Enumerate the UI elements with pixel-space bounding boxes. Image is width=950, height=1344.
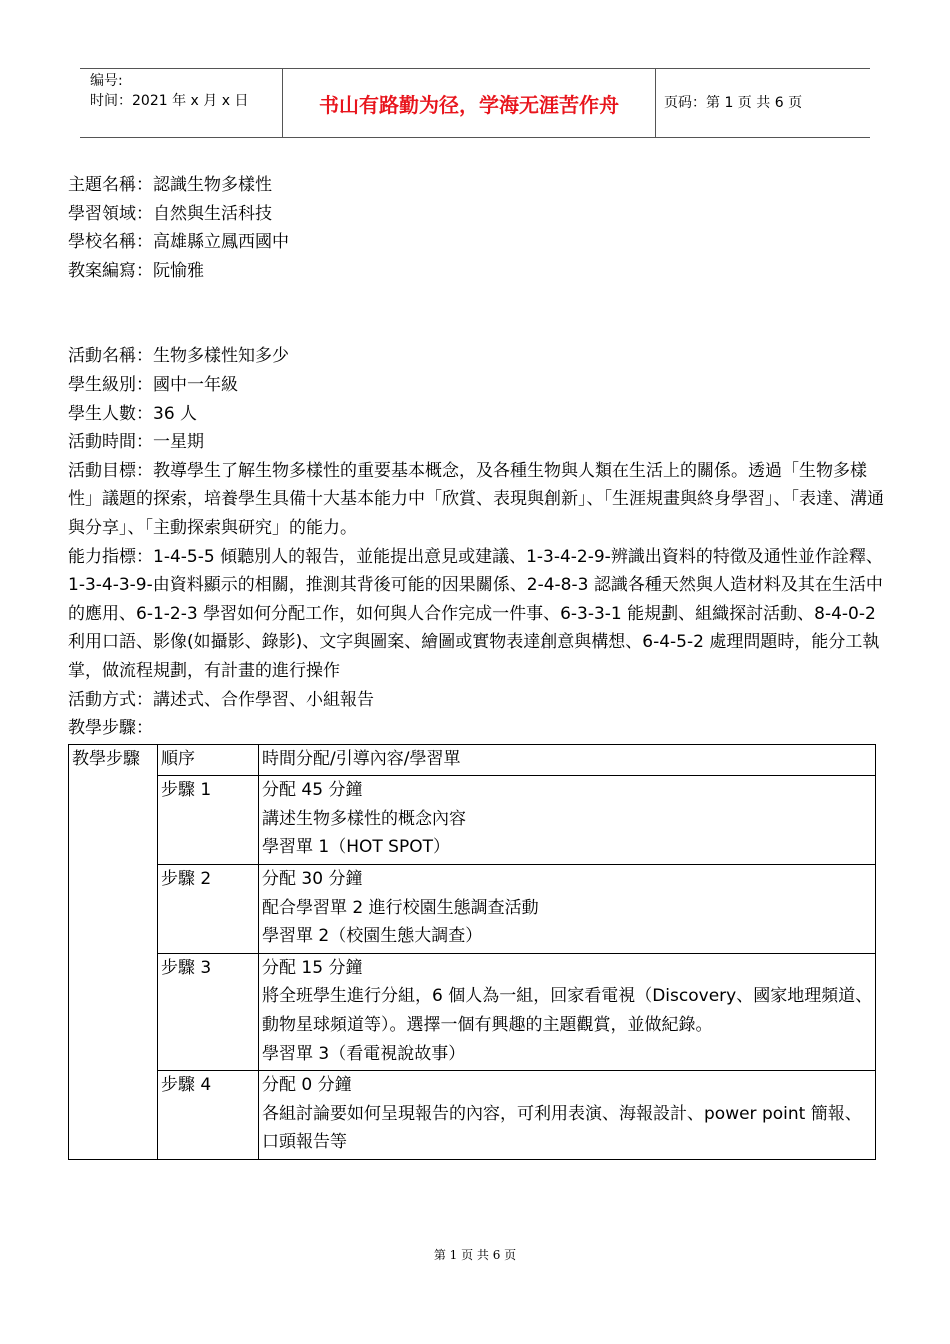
step-time: 分配 15 分鐘 — [262, 957, 363, 978]
doc-number-label: 编号: — [90, 73, 123, 89]
header-left — [90, 71, 280, 111]
theme-name: 主題名稱：認識生物多樣性 — [68, 175, 272, 195]
teaching-steps-table — [68, 744, 876, 1160]
step-time: 分配 45 分鐘 — [262, 780, 363, 801]
table-header-content: 時間分配/引導內容/學習單 — [259, 744, 876, 776]
page-header — [80, 68, 870, 138]
step-time: 分配 0 分鐘 — [262, 1075, 352, 1096]
table-row — [69, 1071, 876, 1160]
step-label: 步驟 2 — [158, 865, 259, 954]
doc-date-label: 时间：2021 年 x 月 x 日 — [90, 93, 249, 109]
activity-name: 活動名稱：生物多樣性知多少 — [68, 346, 289, 367]
document-body — [68, 171, 888, 1160]
step-description: 講述生物多樣性的概念內容 — [262, 808, 466, 829]
step-time: 分配 30 分鐘 — [262, 869, 363, 890]
step-description: 各組討論要如何呈現報告的內容，可利用表演、海報設計、power point 簡報、口頭報告等 — [262, 1103, 862, 1153]
step-content — [259, 1071, 876, 1160]
step-worksheet: 學習單 2（校園生態大調查） — [262, 926, 483, 947]
activity-goal: 活動目標：教導學生了解生物多樣性的重要基本概念，及各種生物與人類在生活上的關係。透過「生物多樣性」議題的探索，培養學生具備十大基本能力中「欣賞、表現與創新」、「生涯規畫與終身學習」、「表達、溝通與分享」、「主動探索與研究」的能力。 — [68, 460, 884, 538]
activity-method: 活動方式：講述式、合作學習、小組報告 — [68, 689, 374, 710]
step-label: 步驟 4 — [158, 1071, 259, 1160]
page-footer: 第 1 页 共 6 页 — [433, 1248, 517, 1262]
step-content — [259, 865, 876, 954]
learning-domain: 學習領域：自然與生活科技 — [68, 203, 272, 224]
step-label: 步驟 1 — [158, 776, 259, 865]
table-row — [69, 776, 876, 865]
teaching-steps-label: 教學步驟： — [68, 718, 153, 739]
section-spacer — [68, 285, 888, 342]
lesson-author: 教案編寫：阮愉雅 — [68, 260, 204, 281]
student-count: 學生人數：36 人 — [68, 403, 198, 424]
header-motto: 书山有路勤为径，学海无涯苦作舟 — [282, 69, 656, 137]
school-name: 學校名稱：高雄縣立鳳西國中 — [68, 232, 289, 253]
activity-time: 活動時間：一星期 — [68, 432, 204, 453]
table-row — [69, 865, 876, 954]
table-header-steps: 教學步驟 — [69, 744, 158, 1159]
student-level: 學生級別：國中一年級 — [68, 374, 238, 395]
table-header-row — [69, 744, 876, 776]
step-description: 配合學習單 2 進行校園生態調查活動 — [262, 897, 539, 918]
step-content — [259, 776, 876, 865]
table-row — [69, 953, 876, 1070]
step-worksheet: 學習單 3（看電視說故事） — [262, 1043, 466, 1064]
table-header-order: 順序 — [158, 744, 259, 776]
header-page-info: 页码：第 1 页 共 6 页 — [664, 95, 803, 111]
step-content — [259, 953, 876, 1070]
step-worksheet: 學習單 1（HOT SPOT） — [262, 837, 450, 858]
step-label: 步驟 3 — [158, 953, 259, 1070]
step-description: 將全班學生進行分組，6 個人為一組，回家看電視（Discovery、國家地理頻道、動物星球頻道等）。選擇一個有興趣的主題觀賞，並做紀錄。 — [262, 986, 873, 1036]
ability-indicators: 能力指標：1-4-5-5 傾聽別人的報告，並能提出意見或建議、1-3-4-2-9-辨識出資料的特徵及通性並作詮釋、1-3-4-3-9-由資料顯示的相關，推測其背後可能的因果關係、2-4-8-3 認識各種天然與人造材料及其在生活中的應用、6-1-2-3 學習如何分配工作，如何與人合作完成一件事、6-3-3-1 能規劃、組織探討活動、8-4-0-2 利用口語、影像(如攝影、錄影)、文字與圖案、繪圖或實物表達創意與構想、6-4-5-2 處理問題時，能分工執掌，做流程規劃，有計畫的進行操作 — [68, 546, 883, 681]
